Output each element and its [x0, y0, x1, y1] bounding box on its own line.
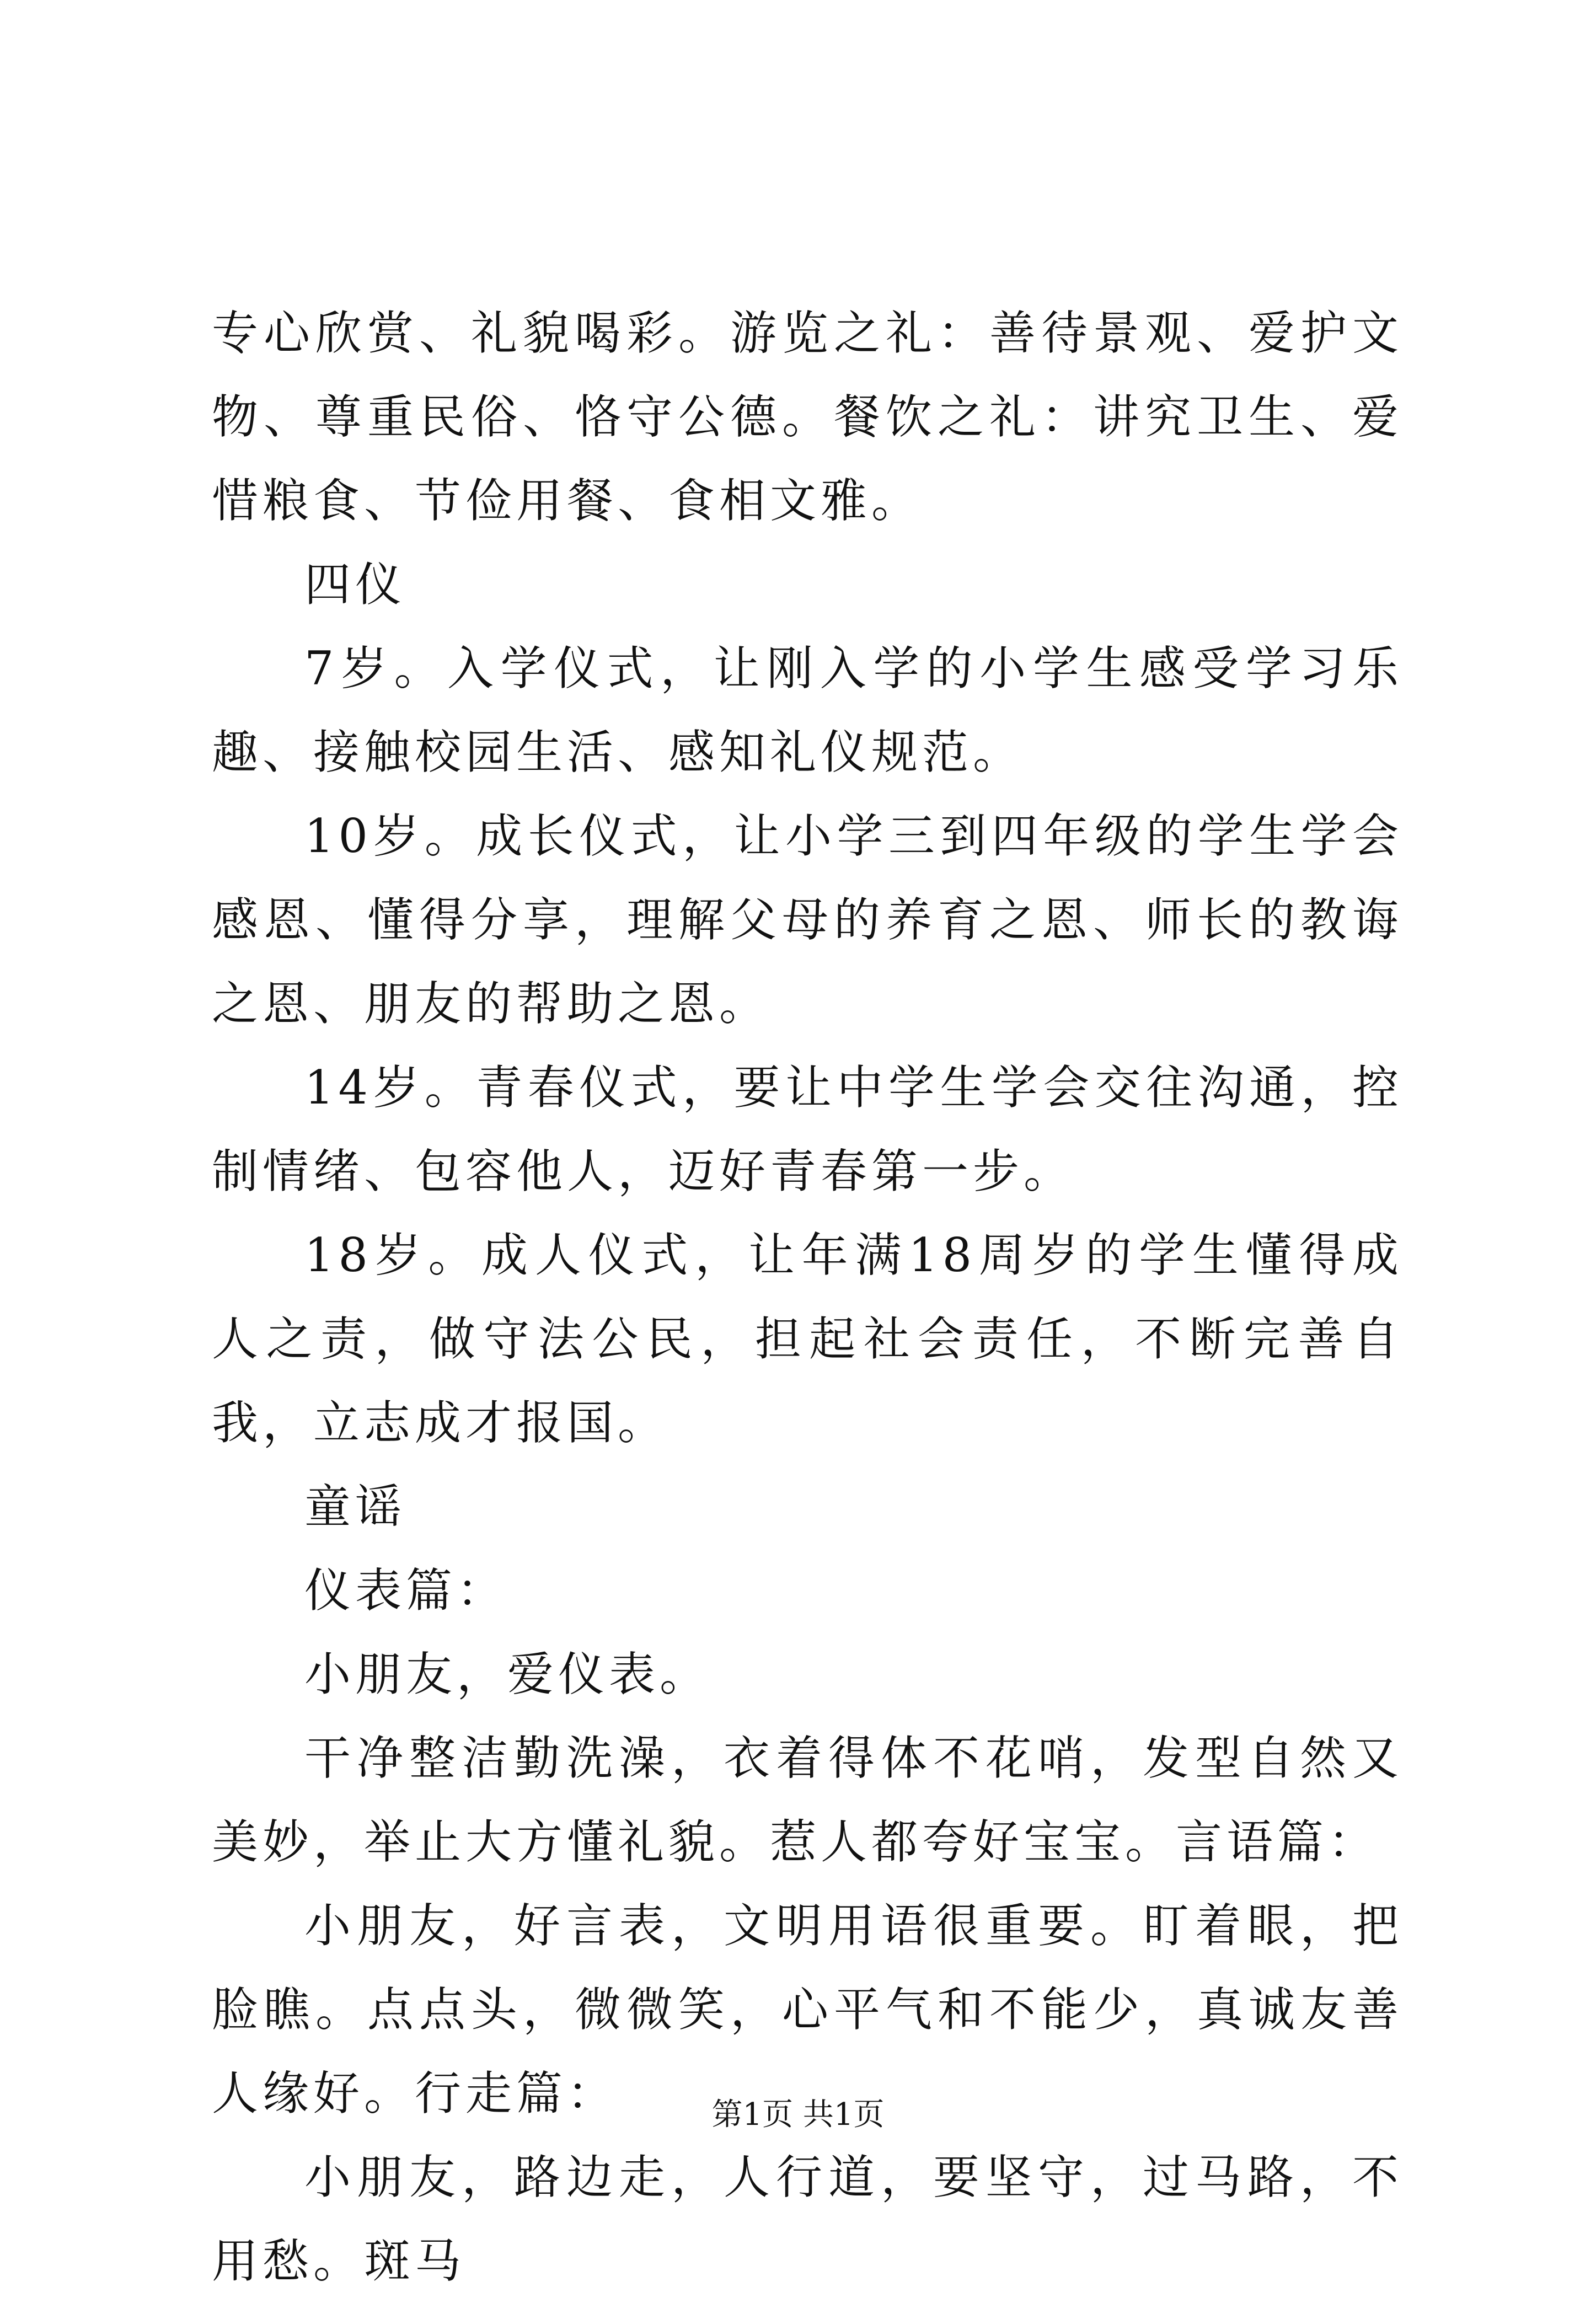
paragraph: 专心欣赏、礼貌喝彩。游览之礼：善待景观、爱护文物、尊重民俗、恪守公德。餐饮之礼：讲究卫生、爱惜粮食、节俭用餐、食相文雅。 — [212, 306, 1403, 528]
paragraph: 18岁。成人仪式，让年满18周岁的学生懂得成人之责，做守法公民，担起社会责任，不断完善自我，立志成才报国。 — [212, 1228, 1403, 1450]
paragraph: 10岁。成长仪式，让小学三到四年级的学生学会感恩、懂得分享，理解父母的养育之恩、师长的教诲之恩、朋友的帮助之恩。 — [212, 809, 1403, 1031]
paragraph: 干净整洁勤洗澡，衣着得体不花哨，发型自然又美妙，举止大方懂礼貌。惹人都夸好宝宝。言语篇： — [212, 1731, 1403, 1869]
subsection-heading: 仪表篇： — [304, 1563, 508, 1618]
paragraph: 小朋友，路边走，人行道，要坚守，过马路，不用愁。斑马 — [212, 2150, 1403, 2288]
section-heading-si-yi: 四仪 — [304, 558, 406, 612]
document-body — [212, 291, 1403, 2303]
paragraph: 小朋友，爱仪表。 — [304, 1647, 711, 1701]
paragraph: 小朋友，好言表，文明用语很重要。盯着眼，把脸瞧。点点头，微微笑，心平气和不能少，真诚友善人缘好。行走篇： — [212, 1899, 1403, 2120]
section-heading-tong-yao: 童谣 — [304, 1480, 406, 1534]
paragraph: 7岁。入学仪式，让刚入学的小学生感受学习乐趣、接触校园生活、感知礼仪规范。 — [212, 641, 1403, 779]
page-number-footer: 第1页 共1页 — [711, 2097, 885, 2133]
paragraph: 14岁。青春仪式，要让中学生学会交往沟通，控制情绪、包容他人，迈好青春第一步。 — [212, 1061, 1403, 1198]
